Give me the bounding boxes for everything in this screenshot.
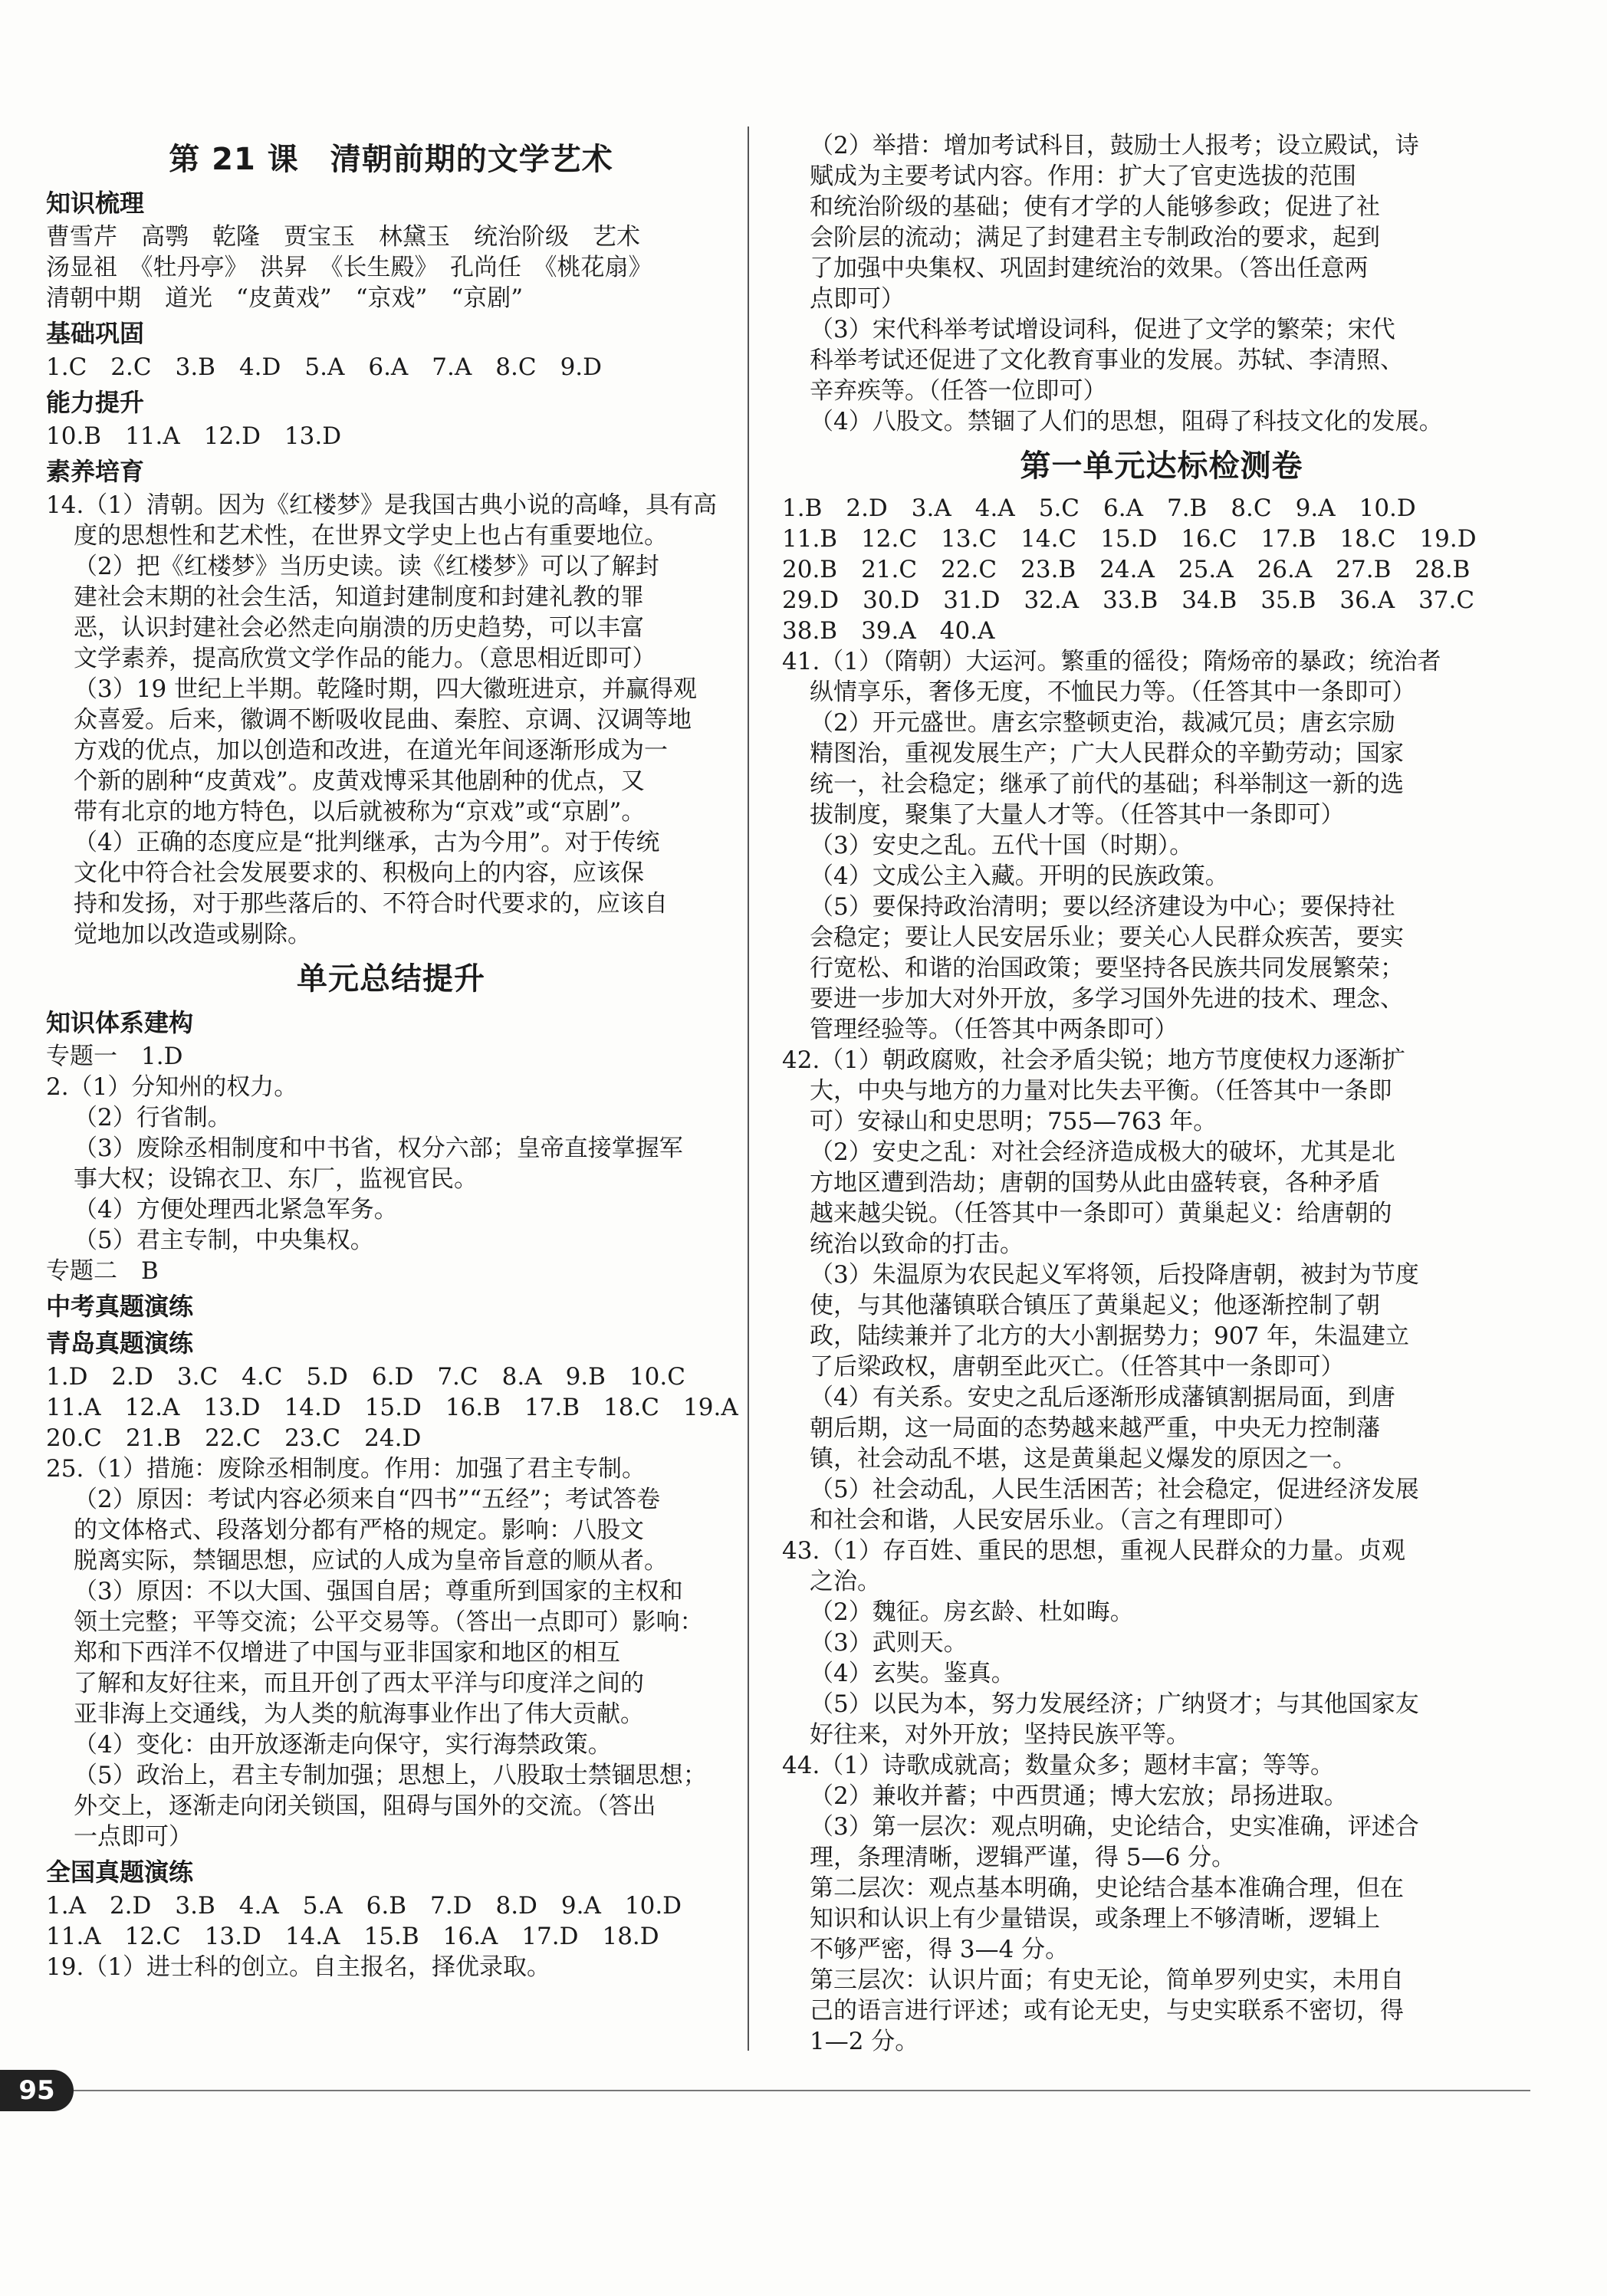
q41-line: 41.（1）（隋朝）大运河。繁重的徭役；隋炀帝的暴政；统治者 xyxy=(782,648,1441,675)
q43-line: （2）魏征。房玄龄、杜如晦。 xyxy=(810,1598,1134,1626)
knowledge-line: 汤显祖 《牡丹亭》 洪昇 《长生殿》 孔尚任 《桃花扇》 xyxy=(46,254,652,281)
lesson-title: 第 21 课 清朝前期的文学艺术 xyxy=(169,142,613,177)
column-divider xyxy=(748,126,749,2051)
q41-line: 会稳定；要让人民安居乐业；要关心人民群众疾苦，要实 xyxy=(810,924,1404,951)
q14-line: 持和发扬，对于那些落后的、不符合时代要求的，应该自 xyxy=(74,890,668,918)
q44-line: 己的语言进行评述；或有论无史，与史实联系不密切，得 xyxy=(810,1997,1404,2025)
q19-cont-line: 和统治阶级的基础；使有才学的人能够参政；促进了社 xyxy=(810,193,1380,221)
test-answers: 20.B 21.C 22.C 23.B 24.A 25.A 26.A 27.B 28.B xyxy=(782,556,1471,583)
q44-line: 理，条理清晰，逻辑严谨，得 5—6 分。 xyxy=(810,1844,1236,1871)
q41-line: 纵情享乐，奢侈无度，不恤民力等。（任答其中一条即可） xyxy=(810,678,1416,706)
q25-line: （2）原因：考试内容必须来自“四书”“五经”；考试答卷 xyxy=(74,1486,661,1513)
q14-line: 度的思想性和艺术性，在世界文学史上也占有重要地位。 xyxy=(74,522,668,550)
topic-one: 专题一 1.D xyxy=(46,1043,183,1070)
q42-line: 政，陆续兼并了北方的大小割据势力；907 年，朱温建立 xyxy=(810,1322,1410,1350)
q25-line: （4）变化：由开放逐渐走向保守，实行海禁政策。 xyxy=(74,1731,612,1759)
q25-line: 领土完整；平等交流；公平交易等。（答出一点即可）影响： xyxy=(74,1608,704,1636)
q25-line: 外交上，逐渐走向闭关锁国，阻碍与国外的交流。（答出 xyxy=(74,1792,656,1820)
q14-line: 觉地加以改造或剔除。 xyxy=(74,921,311,948)
q25-line: （3）原因：不以大国、强国自居；尊重所到国家的主权和 xyxy=(74,1578,683,1605)
q44-line: 知识和认识上有少量错误，或条理上不够清晰，逻辑上 xyxy=(810,1905,1380,1933)
q42-line: 使，与其他藩镇联合镇压了黄巢起义；他逐渐控制了朝 xyxy=(810,1292,1380,1319)
q14-line: 众喜爱。后来，徽调不断吸收昆曲、秦腔、京调、汉调等地 xyxy=(74,706,692,734)
q41-line: （2）开元盛世。唐玄宗整顿吏治，裁减冗员；唐玄宗励 xyxy=(810,709,1395,737)
q44-line: （3）第一层次：观点明确，史论结合，史实准确，评述合 xyxy=(810,1813,1419,1841)
q19-cont-line: （4）八股文。禁锢了人们的思想，阻碍了科技文化的发展。 xyxy=(810,408,1443,435)
q25-line: 一点即可） xyxy=(74,1823,192,1851)
q42-line: 方地区遭到浩劫；唐朝的国势从此由盛转衰，各种矛盾 xyxy=(810,1169,1380,1197)
bottom-rule xyxy=(74,2090,1530,2091)
knowledge-heading: 知识梳理 xyxy=(46,189,145,218)
q25-line: 亚非海上交通线，为人类的航海事业作出了伟大贡献。 xyxy=(74,1700,644,1728)
qingdao-answers: 1.D 2.D 3.C 4.C 5.D 6.D 7.C 8.A 9.B 10.C xyxy=(46,1363,685,1391)
q42-line: （3）朱温原为农民起义军将领，后投降唐朝，被封为节度 xyxy=(810,1261,1419,1289)
topic-one-line: （3）废除丞相制度和中书省，权分六部；皇帝直接掌握军 xyxy=(74,1135,683,1162)
q14-line: 方戏的优点，加以创造和改进，在道光年间逐渐形成为一 xyxy=(74,737,668,764)
q25-line: 脱离实际，禁锢思想，应试的人成为皇帝旨意的顺从者。 xyxy=(74,1547,668,1575)
q44-line: （2）兼收并蓄；中西贯通；博大宏放；昂扬进取。 xyxy=(810,1782,1348,1810)
q14-line: （3）19 世纪上半期。乾隆时期，四大徽班进京，并赢得观 xyxy=(74,675,698,703)
q25-line: 的文体格式、段落划分都有严格的规定。影响：八股文 xyxy=(74,1516,644,1544)
q14-line: （4）正确的态度应是“批判继承，古为今用”。对于传统 xyxy=(74,829,660,856)
q43-line: （3）武则天。 xyxy=(810,1629,968,1657)
q19-cont-line: 赋成为主要考试内容。作用：扩大了官吏选拔的范围 xyxy=(810,163,1356,190)
q41-line: （4）文成公主入藏。开明的民族政策。 xyxy=(810,862,1229,890)
q14-line: （2）把《红楼梦》当历史读。读《红楼梦》可以了解封 xyxy=(74,553,659,580)
q42-line: 42.（1）朝政腐败，社会矛盾尖锐；地方节度使权力逐渐扩 xyxy=(782,1046,1406,1074)
q42-line: 越来越尖锐。（任答其中一条即可）黄巢起义：给唐朝的 xyxy=(810,1200,1392,1227)
q41-line: 要进一步加大对外开放，多学习国外先进的技术、理念、 xyxy=(810,985,1404,1013)
topic-one-line: 事大权；设锦衣卫、东厂，监视官民。 xyxy=(74,1165,478,1193)
q42-line: 朝后期，这一局面的态势越来越严重，中央无力控制藩 xyxy=(810,1414,1380,1442)
q41-line: 精图治，重视发展生产；广大人民群众的辛勤劳动；国家 xyxy=(810,740,1404,767)
q42-line: （2）安史之乱：对社会经济造成极大的破坏，尤其是北 xyxy=(810,1138,1395,1166)
topic-one-line: （4）方便处理西北紧急军务。 xyxy=(74,1196,398,1224)
q19-cont-line: 科举考试还促进了文化教育事业的发展。苏轼、李清照、 xyxy=(810,347,1404,374)
q42-line: 镇，社会动乱不堪，这是黄巢起义爆发的原因之一。 xyxy=(810,1445,1356,1473)
basic-heading: 基础巩固 xyxy=(46,319,145,348)
q14-line: 建社会末期的社会生活，知道封建制度和封建礼教的罪 xyxy=(74,583,644,611)
q25-line: 郑和下西洋不仅增进了中国与亚非国家和地区的相互 xyxy=(74,1639,620,1667)
q44-line: 第二层次：观点基本明确，史论结合基本准确合理，但在 xyxy=(810,1874,1404,1902)
q19-cont-line: 辛弃疾等。（任答一位即可） xyxy=(810,377,1107,405)
q14-line: 文化中符合社会发展要求的、积极向上的内容，应该保 xyxy=(74,859,644,887)
q42-line: 了后梁政权，唐朝至此灭亡。（任答其中一条即可） xyxy=(810,1353,1345,1381)
q43-line: 之治。 xyxy=(810,1568,881,1595)
knowledge-line: 清朝中期 道光 “皮黄戏” “京戏” “京剧” xyxy=(46,284,524,312)
q44-line: 44.（1）诗歌成就高；数量众多；题材丰富；等等。 xyxy=(782,1752,1335,1779)
q42-line: 和社会和谐，人民安居乐业。（言之有理即可） xyxy=(810,1506,1297,1534)
q14-line: 个新的剧种“皮黄戏”。皮黄戏博采其他剧种的优点，又 xyxy=(74,767,645,795)
ability-answers: 10.B 11.A 12.D 13.D xyxy=(46,422,342,450)
right-column xyxy=(782,130,1541,2057)
test-answers: 29.D 30.D 31.D 32.A 33.B 34.B 35.B 36.A 37.C xyxy=(782,586,1475,614)
q44-line: 1—2 分。 xyxy=(810,2028,919,2055)
q19-line: 19.（1）进士科的创立。自主报名，择优录取。 xyxy=(46,1953,551,1981)
national-answers: 11.A 12.C 13.D 14.A 15.B 16.A 17.D 18.D xyxy=(46,1923,659,1950)
qingdao-heading: 青岛真题演练 xyxy=(46,1329,194,1358)
qingdao-answers: 20.C 21.B 22.C 23.C 24.D xyxy=(46,1424,422,1452)
q19-cont-line: （2）举措：增加考试科目，鼓励士人报考；设立殿试，诗 xyxy=(810,132,1419,159)
national-answers: 1.A 2.D 3.B 4.A 5.A 6.B 7.D 8.D 9.A 10.D xyxy=(46,1892,682,1920)
topic-one-line: （5）君主专制，中央集权。 xyxy=(74,1227,374,1254)
national-heading: 全国真题演练 xyxy=(46,1857,194,1887)
unit-summary-title: 单元总结提升 xyxy=(297,961,485,997)
literacy-heading: 素养培育 xyxy=(46,457,145,486)
knowledge-line: 曹雪芹 高鹗 乾隆 贾宝玉 林黛玉 统治阶级 艺术 xyxy=(46,223,640,251)
topic-two: 专题二 B xyxy=(46,1257,159,1285)
system-heading: 知识体系建构 xyxy=(46,1008,194,1037)
q43-line: 好往来，对外开放；坚持民族平等。 xyxy=(810,1721,1190,1749)
q19-cont-line: 点即可） xyxy=(810,285,905,313)
q19-cont-line: 会阶层的流动；满足了封建君主专制政治的要求，起到 xyxy=(810,224,1380,251)
q42-line: 大，中央与地方的力量对比失去平衡。（任答其中一条即 xyxy=(810,1077,1392,1105)
ability-heading: 能力提升 xyxy=(46,388,145,417)
q14-line: 恶，认识封建社会必然走向崩溃的历史趋势，可以丰富 xyxy=(74,614,644,642)
q43-line: （4）玄奘。鉴真。 xyxy=(810,1660,1015,1687)
q44-line: 第三层次：认识片面；有史无论，简单罗列史实，未用自 xyxy=(810,1966,1404,1994)
test-answers: 38.B 39.A 40.A xyxy=(782,617,995,645)
q41-line: （3）安史之乱。五代十国（时期）。 xyxy=(810,832,1194,859)
test-answers: 1.B 2.D 3.A 4.A 5.C 6.A 7.B 8.C 9.A 10.D xyxy=(782,494,1416,522)
q44-line: 不够严密，得 3—4 分。 xyxy=(810,1936,1070,1963)
page-number-badge: 95 xyxy=(0,2070,74,2111)
q25-line: （5）政治上，君主专制加强；思想上，八股取士禁锢思想； xyxy=(74,1762,707,1789)
q41-line: 统一，社会稳定；继承了前代的基础；科举制这一新的选 xyxy=(810,770,1404,798)
qingdao-answers: 11.A 12.A 13.D 14.D 15.D 16.B 17.B 18.C 19.A xyxy=(46,1394,738,1421)
unit-test-title: 第一单元达标检测卷 xyxy=(1020,448,1303,484)
topic-one-line: 2.（1）分知州的权力。 xyxy=(46,1073,298,1101)
q42-line: （5）社会动乱，人民生活困苦；社会稳定，促进经济发展 xyxy=(810,1476,1419,1503)
q43-line: 43.（1）存百姓、重民的思想，重视人民群众的力量。贞观 xyxy=(782,1537,1406,1565)
q14-line: 14.（1）清朝。因为《红楼梦》是我国古典小说的高峰，具有高 xyxy=(46,491,718,519)
q42-line: 统治以致命的打击。 xyxy=(810,1230,1024,1258)
q43-line: （5）以民为本，努力发展经济；广纳贤才；与其他国家友 xyxy=(810,1690,1419,1718)
q42-line: 可）安禄山和史思明；755—763 年。 xyxy=(810,1108,1218,1135)
q41-line: （5）要保持政治清明；要以经济建设为中心；要保持社 xyxy=(810,893,1395,921)
q19-cont-line: （3）宋代科举考试增设词科，促进了文学的繁荣；宋代 xyxy=(810,316,1395,343)
q14-line: 文学素养，提高欣赏文学作品的能力。（意思相近即可） xyxy=(74,645,656,672)
q41-line: 拔制度，聚集了大量人才等。（任答其中一条即可） xyxy=(810,801,1345,829)
q14-line: 带有北京的地方特色，以后就被称为“京戏”或“京剧”。 xyxy=(74,798,646,826)
q41-line: 管理经验等。（任答其中两条即可） xyxy=(810,1016,1178,1043)
q42-line: （4）有关系。安史之乱后逐渐形成藩镇割据局面，到唐 xyxy=(810,1384,1395,1411)
basic-answers: 1.C 2.C 3.B 4.D 5.A 6.A 7.A 8.C 9.D xyxy=(46,353,603,381)
zhongkao-heading: 中考真题演练 xyxy=(46,1292,194,1321)
q41-line: 行宽松、和谐的治国政策；要坚持各民族共同发展繁荣； xyxy=(810,954,1404,982)
q25-line: 25.（1）措施：废除丞相制度。作用：加强了君主专制。 xyxy=(46,1455,646,1483)
q25-line: 了解和友好往来，而且开创了西太平洋与印度洋之间的 xyxy=(74,1670,644,1697)
test-answers: 11.B 12.C 13.C 14.C 15.D 16.C 17.B 18.C 19.D xyxy=(782,525,1477,553)
topic-one-line: （2）行省制。 xyxy=(74,1104,232,1132)
left-column xyxy=(46,130,736,1982)
q19-cont-line: 了加强中央集权、巩固封建统治的效果。（答出任意两 xyxy=(810,255,1369,282)
